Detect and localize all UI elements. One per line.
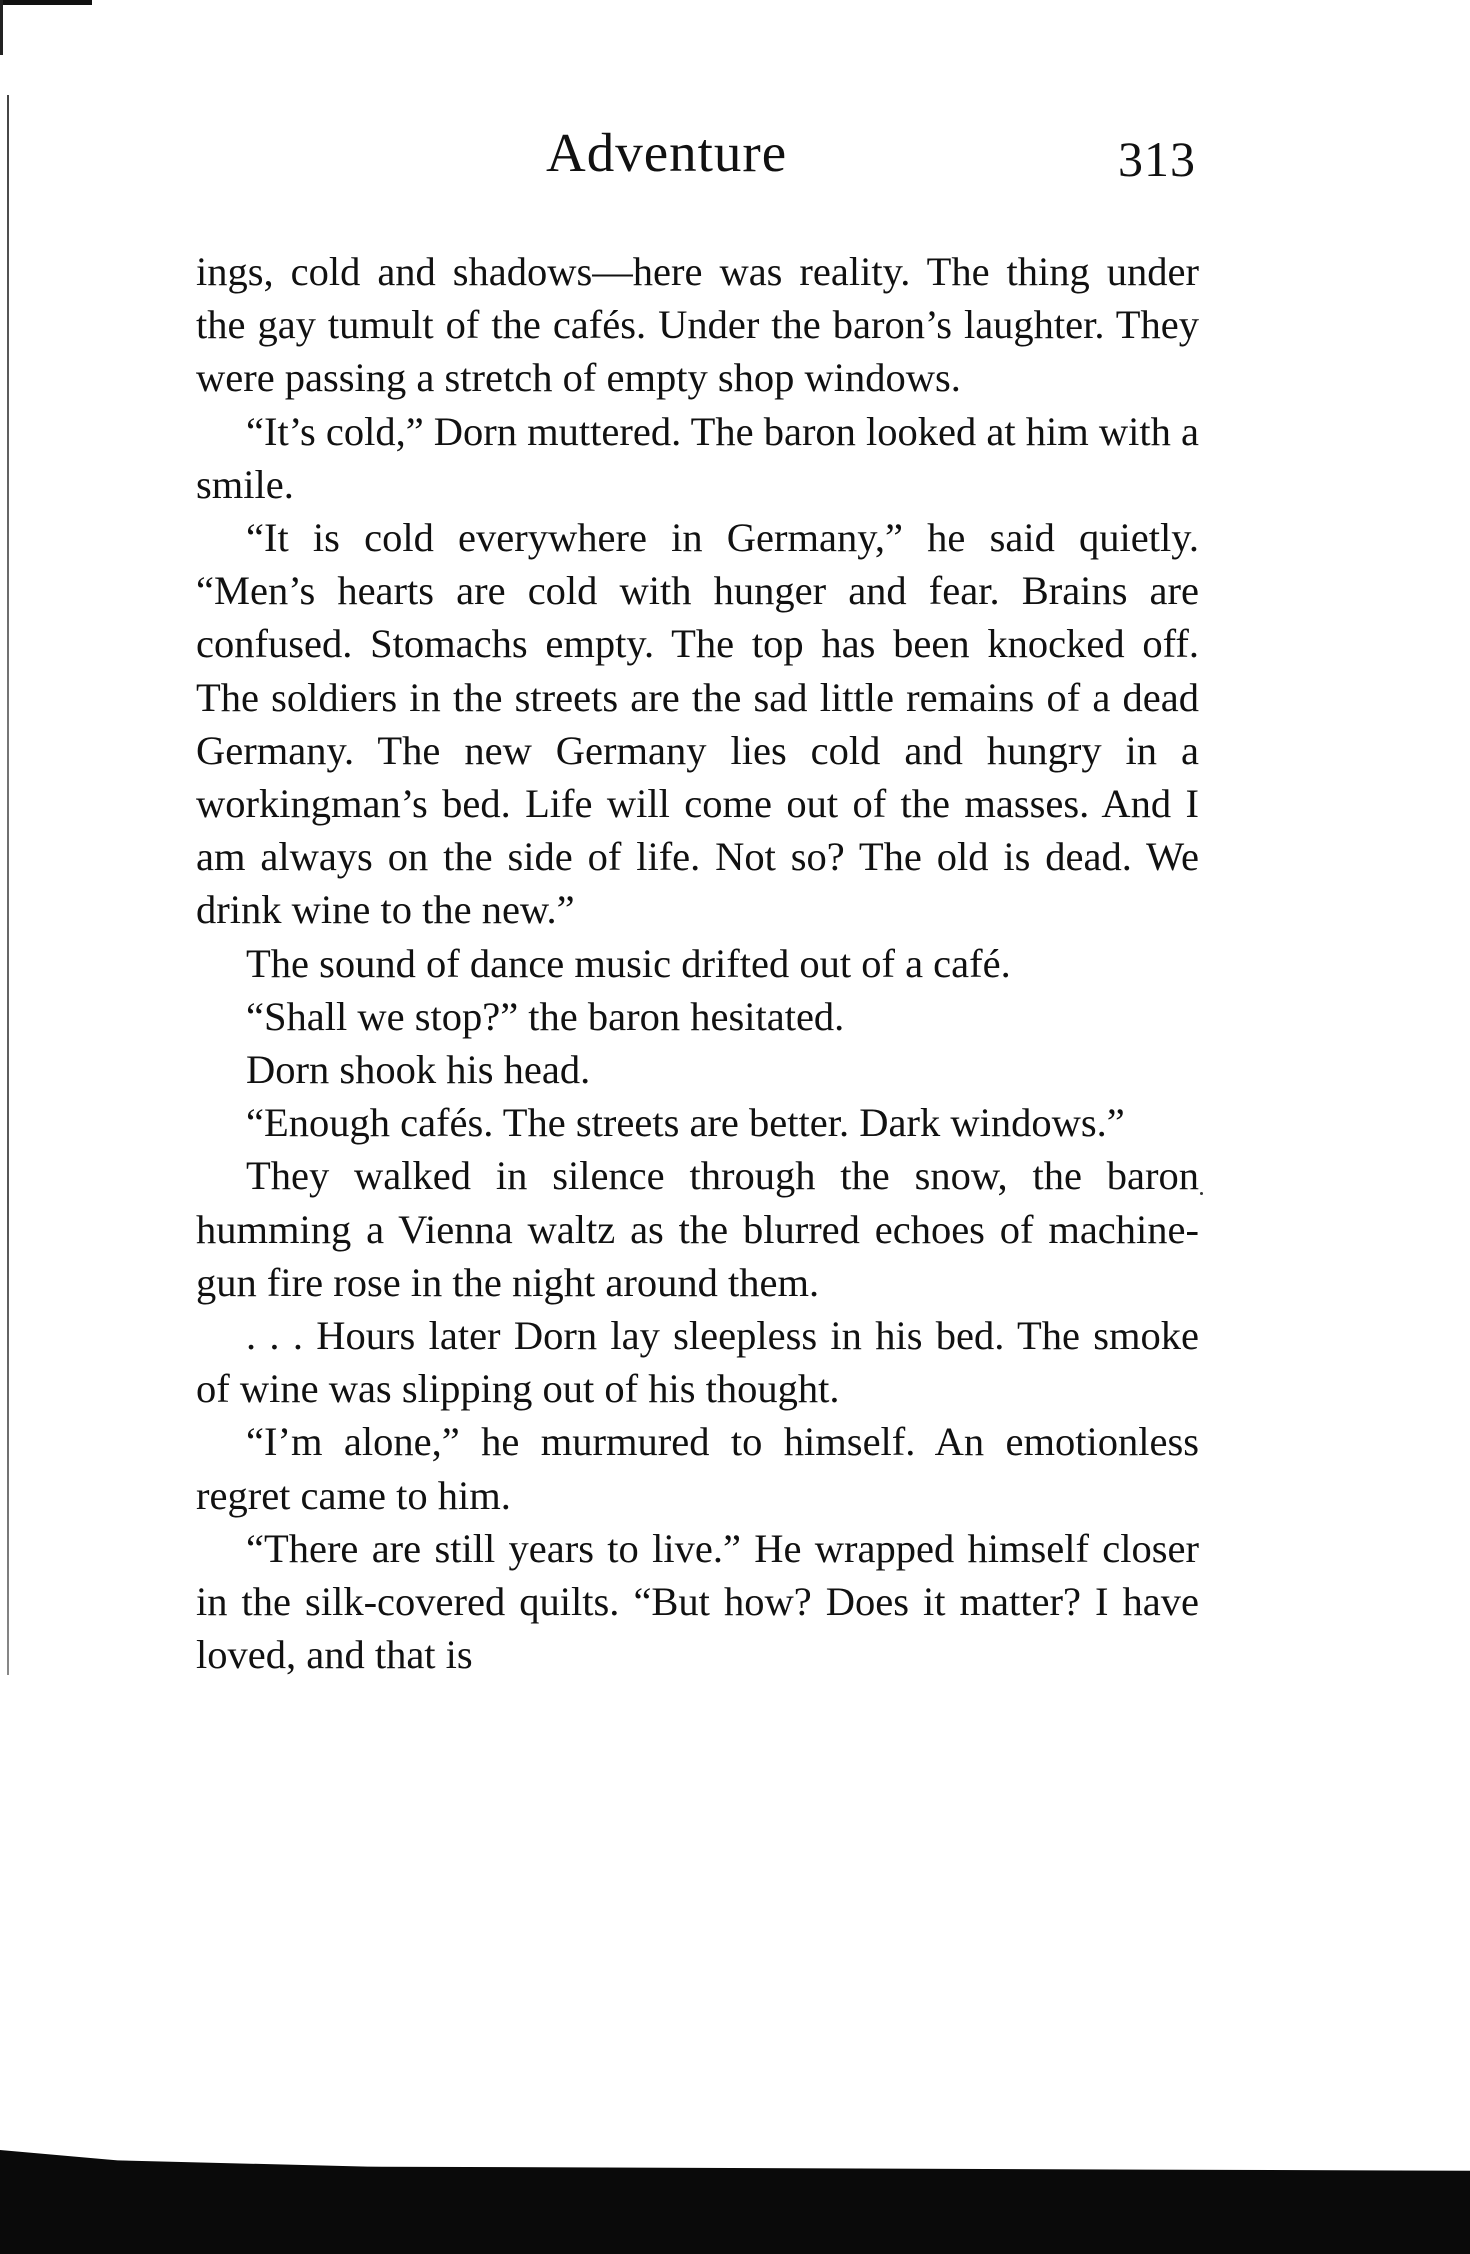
running-title: Adventure bbox=[546, 122, 788, 183]
paragraph: “It’s cold,” Dorn muttered. The baron looked at him with a smile. bbox=[196, 408, 1199, 507]
paragraph: The sound of dance music drifted out of a café. bbox=[246, 940, 1011, 986]
scan-bottom-shadow bbox=[0, 2150, 1470, 2254]
paragraph: Dorn shook his head. bbox=[246, 1047, 591, 1093]
paragraph: “There are still years to live.” He wrapped himself closer in the silk-covered quilts. “But how? Does it matter? I have loved, and that is bbox=[196, 1525, 1199, 1678]
paragraph: They walked in silence through the snow, the baron humming a Vienna waltz as the blurred echoes of machine-gun fire rose in the night around them. bbox=[196, 1153, 1199, 1305]
paragraph: “It is cold everywhere in Germany,” he said quietly. “Men’s hearts are cold with hunger and fear. Brains are confused. Stomachs empty. The top has been knocked off. The soldiers in the streets are the sad little remains of a dead Germany. The new Germany lies cold and hungry in a workingman’s bed. Life will come out of the masses. And I am always on the side of life. Not so? The old is dead. We drink wine to the new.” bbox=[196, 515, 1199, 933]
paragraph: . . . Hours later Dorn lay sleepless in his bed. The smoke of wine was slipping out of his thought. bbox=[196, 1313, 1199, 1412]
scan-edge-mark bbox=[0, 0, 92, 5]
paragraph: ings, cold and shadows—here was reality. The thing under the gay tumult of the cafés. Under the baron’s laughter. They were passing a stretch of empty shop windows. bbox=[196, 249, 1199, 401]
page-number: 313 bbox=[1118, 131, 1196, 187]
scan-speck bbox=[1200, 1192, 1203, 1195]
body-text bbox=[196, 245, 1199, 1681]
scan-gutter-line bbox=[7, 95, 9, 1675]
running-head bbox=[196, 118, 1196, 188]
paragraph: “Shall we stop?” the baron hesitated. bbox=[246, 993, 845, 1039]
paragraph: “Enough cafés. The streets are better. Dark windows.” bbox=[246, 1100, 1125, 1146]
scan-edge-mark bbox=[0, 0, 3, 55]
paragraph: “I’m alone,” he murmured to himself. An emotionless regret came to him. bbox=[196, 1419, 1199, 1518]
